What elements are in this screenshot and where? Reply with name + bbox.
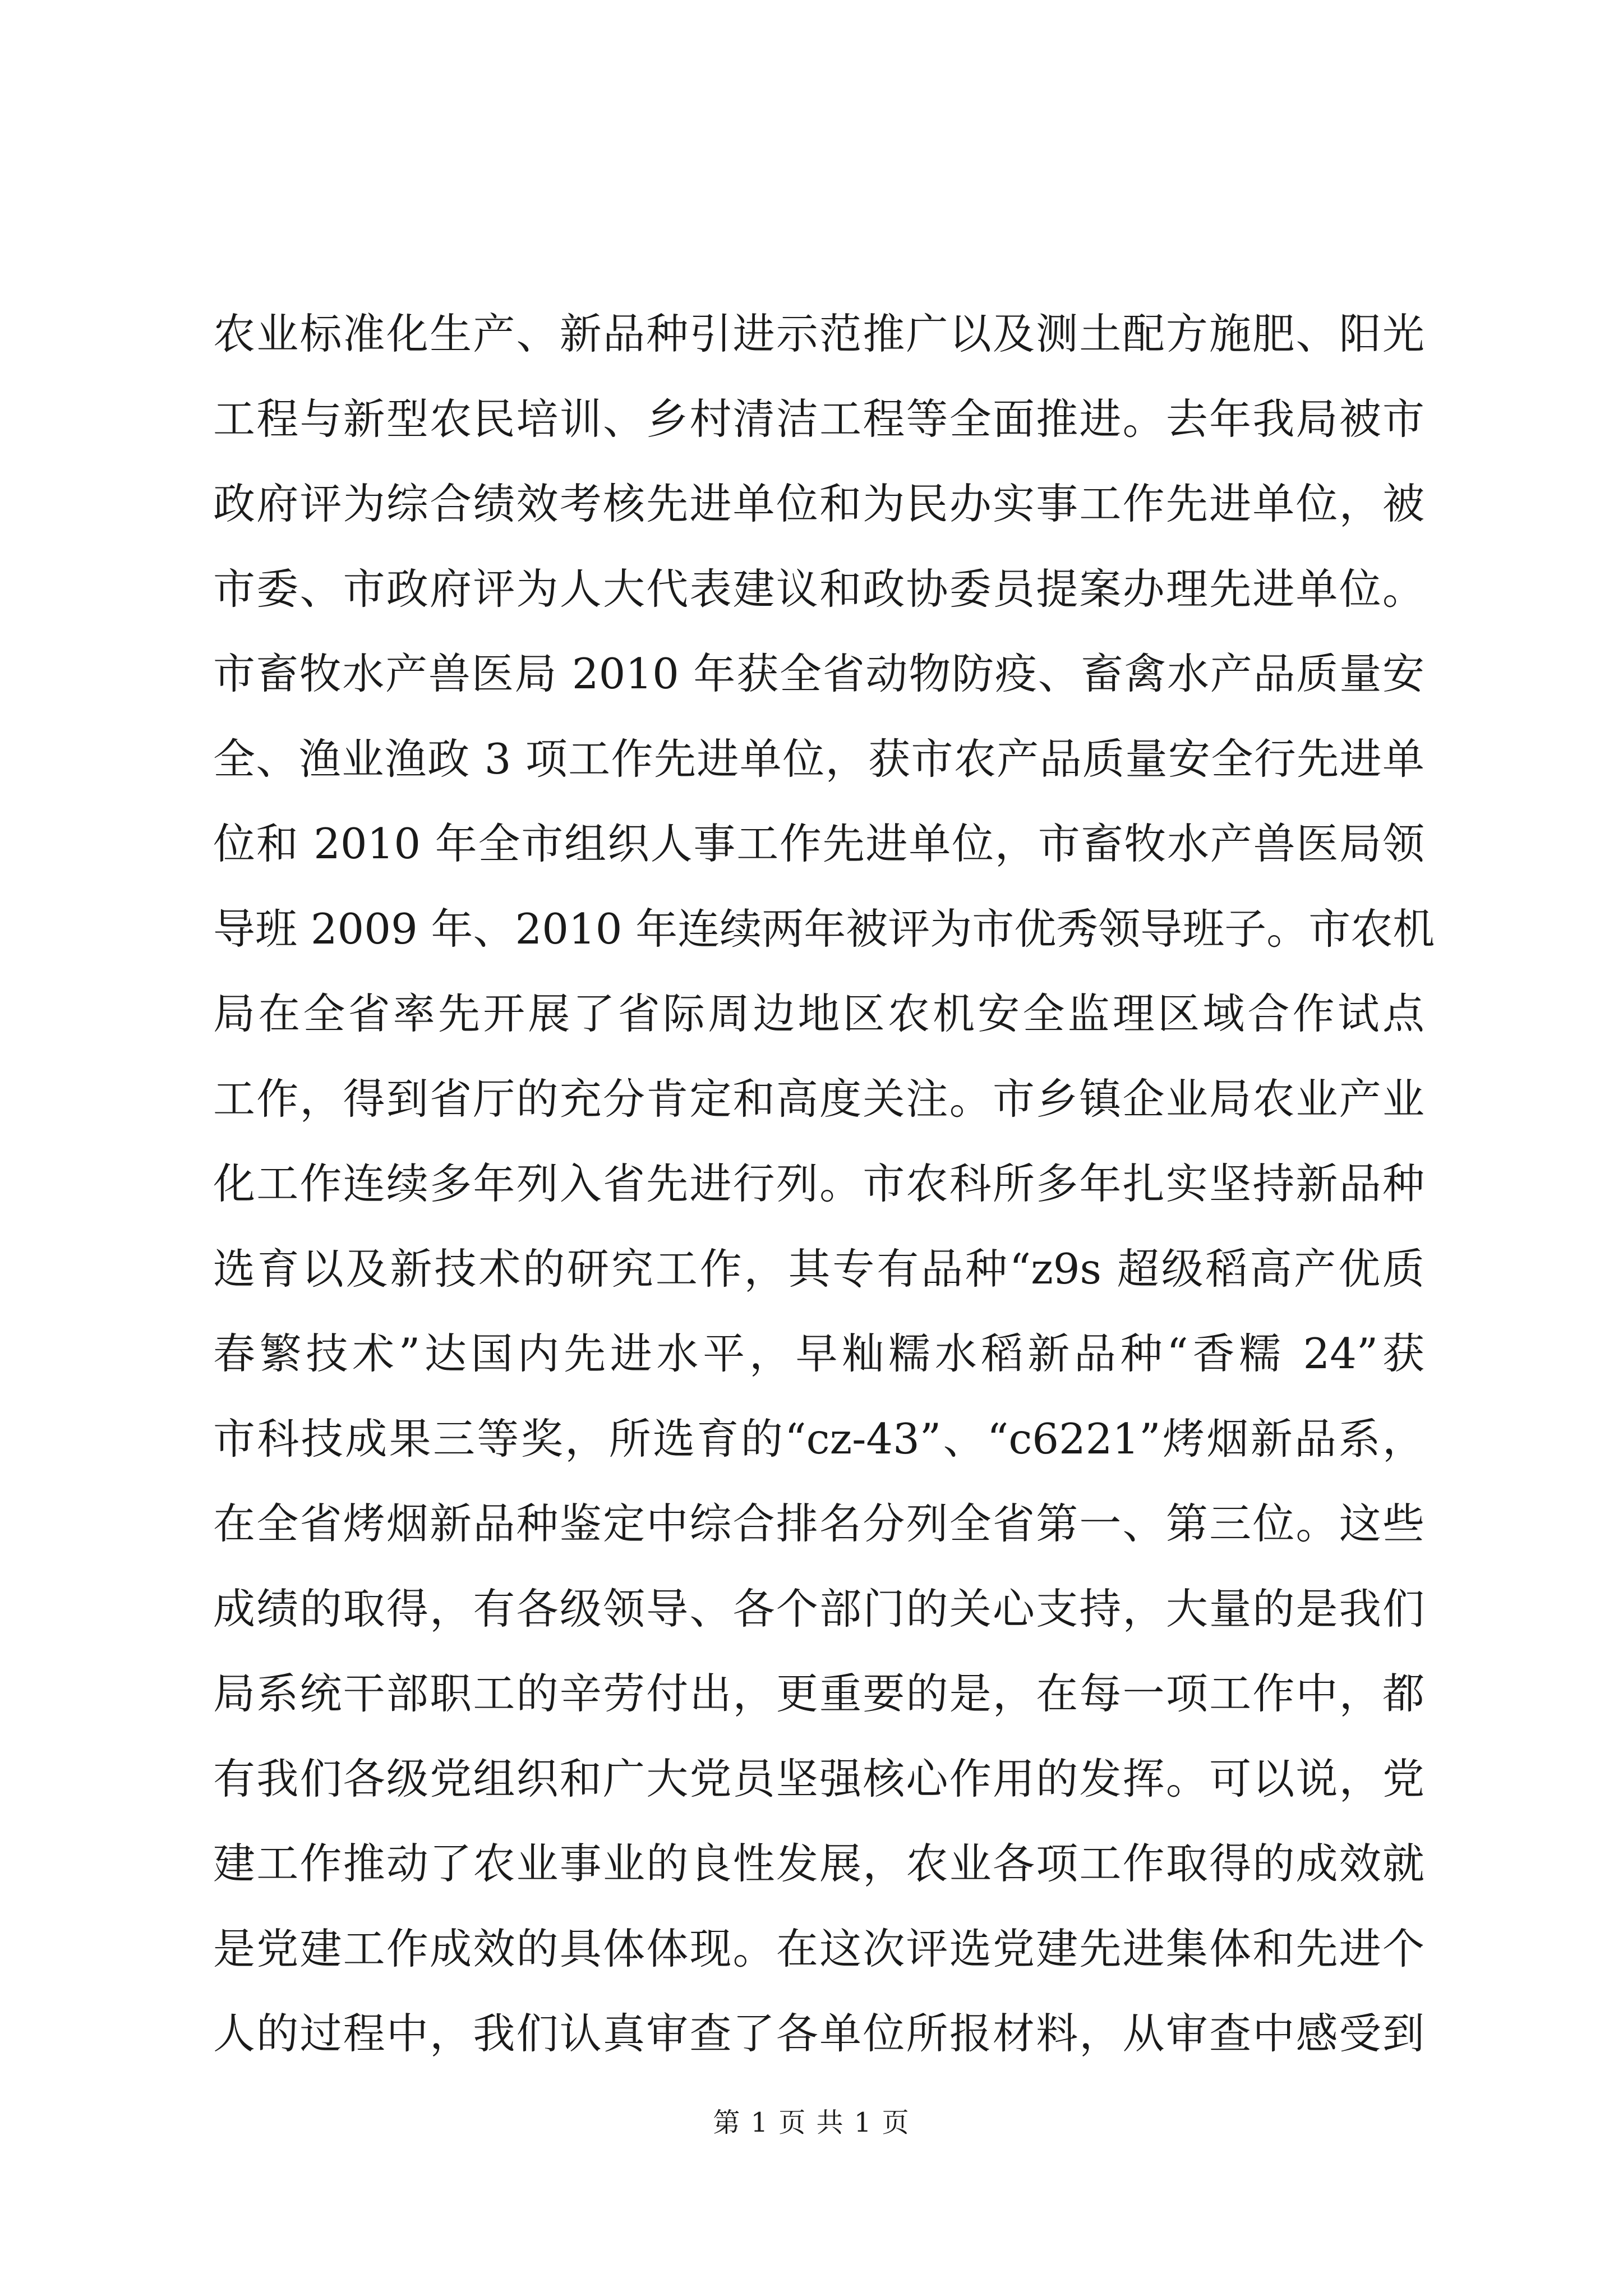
page-footer: 第 1 页 共 1 页: [713, 2107, 910, 2138]
text-line: 有我们各级党组织和广大党员坚强核心作用的发挥。可以说，党: [213, 1754, 1424, 1803]
text-line: 化工作连续多年列入省先进行列。市农科所多年扎实坚持新品种: [213, 1159, 1424, 1208]
text-line: 局系统干部职工的辛劳付出，更重要的是，在每一项工作中，都: [213, 1669, 1424, 1718]
text-line: 农业标准化生产、新品种引进示范推广以及测土配方施肥、阳光: [213, 309, 1424, 358]
text-line: 成绩的取得，有各级领导、各个部门的关心支持，大量的是我们: [213, 1584, 1424, 1634]
text-line: 建工作推动了农业事业的良性发展，农业各项工作取得的成效就: [213, 1839, 1424, 1888]
text-line: 市畜牧水产兽医局 2010 年获全省动物防疫、畜禽水产品质量安: [213, 649, 1424, 698]
text-line: 是党建工作成效的具体体现。在这次评选党建先进集体和先进个: [213, 1924, 1424, 1973]
text-line: 全、渔业渔政 3 项工作先进单位，获市农产品质量安全行先进单: [213, 734, 1424, 784]
text-line: 在全省烤烟新品种鉴定中综合排名分列全省第一、第三位。这些: [213, 1499, 1424, 1548]
text-line: 位和 2010 年全市组织人事工作先进单位，市畜牧水产兽医局领: [213, 819, 1424, 868]
text-line: 春繁技术”达国内先进水平，早籼糯水稻新品种“香糯 24”获: [213, 1329, 1424, 1378]
text-line: 导班 2009 年、2010 年连续两年被评为市优秀领导班子。市农机: [213, 904, 1435, 954]
text-line: 市科技成果三等奖，所选育的“cz-43”、“c6221”烤烟新品系，: [213, 1414, 1424, 1464]
text-line: 市委、市政府评为人大代表建议和政协委员提案办理先进单位。: [213, 564, 1424, 614]
text-line: 选育以及新技术的研究工作，其专有品种“z9s 超级稻高产优质: [213, 1244, 1424, 1294]
text-line: 政府评为综合绩效考核先进单位和为民办实事工作先进单位，被: [213, 479, 1424, 528]
text-line: 工作，得到省厅的充分肯定和高度关注。市乡镇企业局农业产业: [213, 1074, 1424, 1124]
body-paragraph: [213, 292, 1435, 2077]
text-line: 人的过程中，我们认真审查了各单位所报材料，从审查中感受到: [213, 2009, 1424, 2058]
text-line: 工程与新型农民培训、乡村清洁工程等全面推进。去年我局被市: [213, 394, 1424, 444]
text-line: 局在全省率先开展了省际周边地区农机安全监理区域合作试点: [213, 989, 1424, 1038]
